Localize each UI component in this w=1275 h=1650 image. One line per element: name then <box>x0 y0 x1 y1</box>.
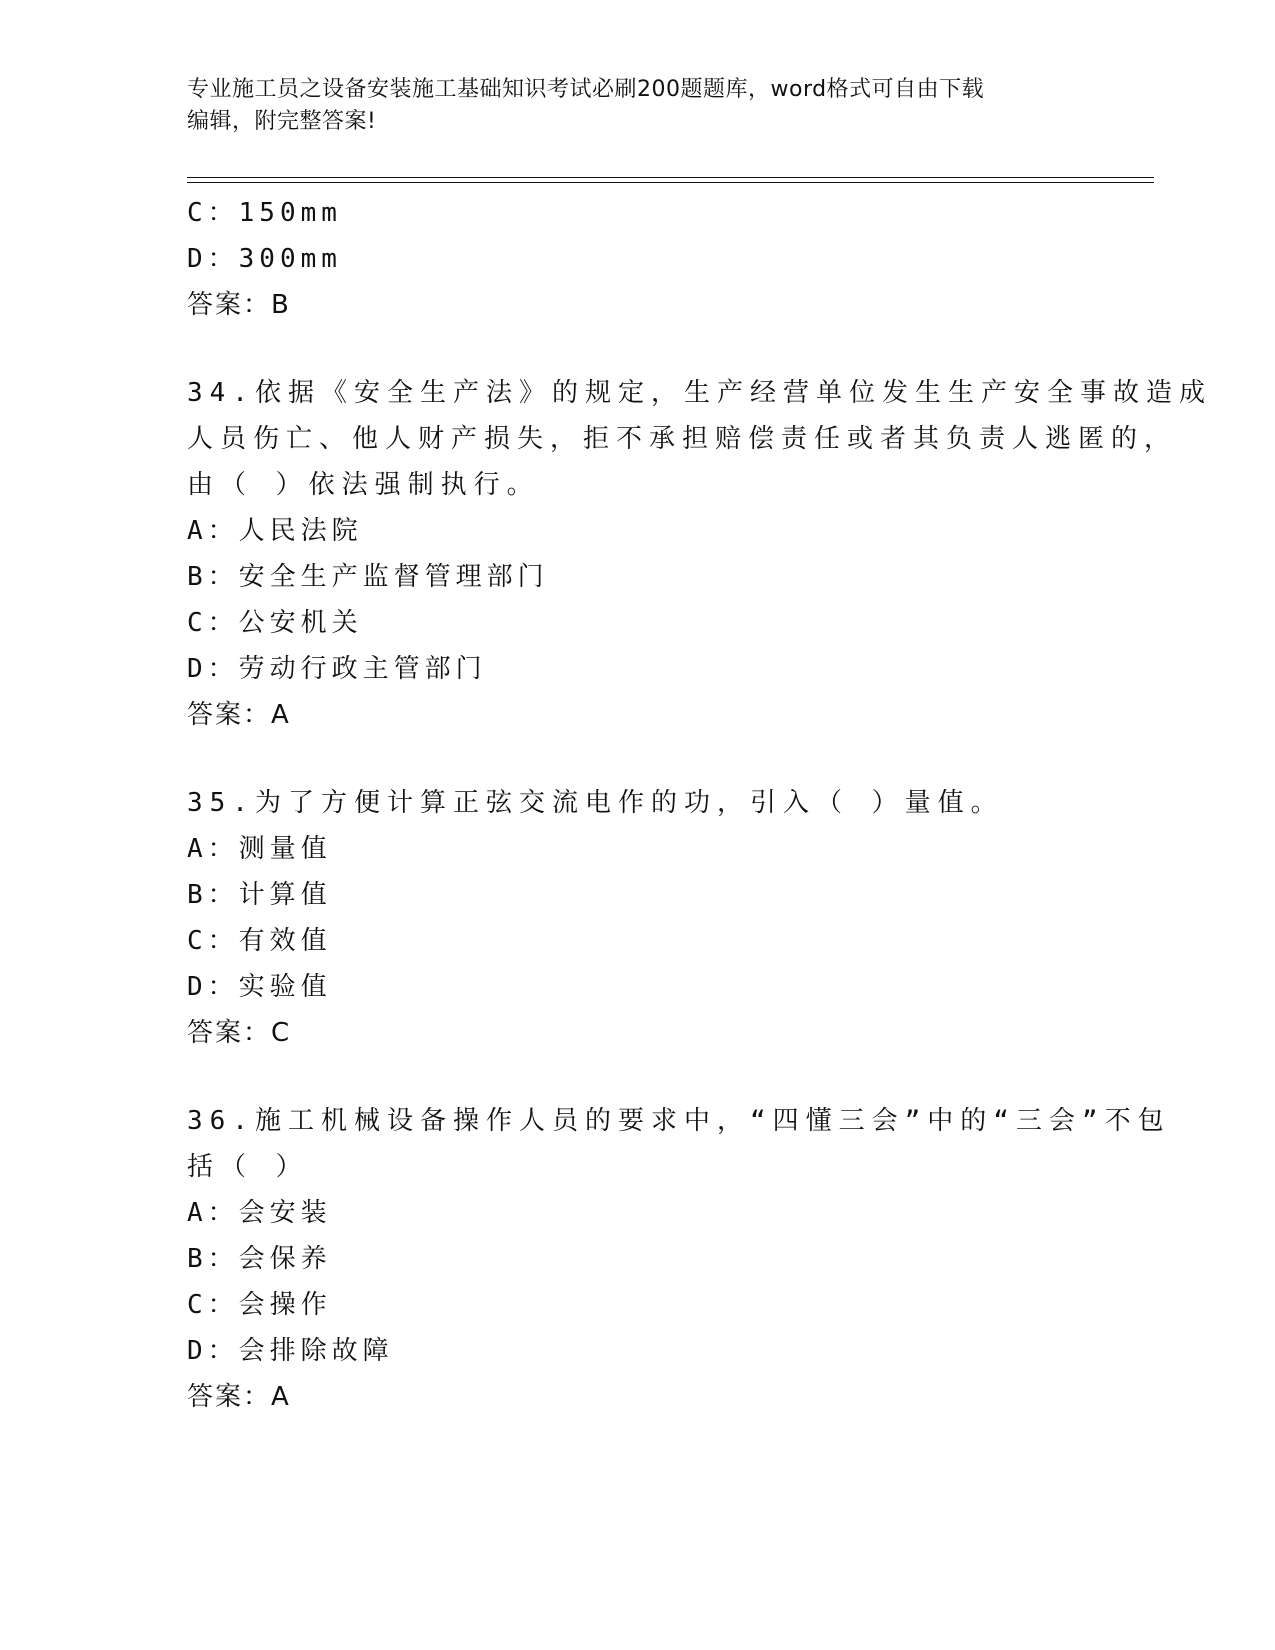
document-header <box>187 74 1087 138</box>
option-c: C：会操作 <box>187 1290 332 1320</box>
header-rule-bottom <box>187 182 1154 183</box>
question-36 <box>187 1098 1171 1420</box>
question-text-line: 括（ ） <box>187 1152 309 1182</box>
option-d: D：实验值 <box>187 972 332 1002</box>
option-c: C：有效值 <box>187 926 332 956</box>
option-d: D：劳动行政主管部门 <box>187 654 487 684</box>
question-34 <box>187 370 1212 738</box>
answer-line: 答案：B <box>187 290 291 320</box>
option-a: A：测量值 <box>187 834 332 864</box>
option-a: A：会安装 <box>187 1198 332 1228</box>
question-text-line: 34.依据《安全生产法》的规定，生产经营单位发生生产安全事故造成 <box>187 378 1212 408</box>
header-line-2: 编辑，附完整答案! <box>187 109 377 134</box>
option-b: B：会保养 <box>187 1244 332 1274</box>
option-b: B：计算值 <box>187 880 332 910</box>
option-d: D：300mm <box>187 244 342 274</box>
option-c: C：150mm <box>187 198 342 228</box>
question-text-line: 36.施工机械设备操作人员的要求中，“四懂三会”中的“三会”不包 <box>187 1106 1171 1136</box>
question-35 <box>187 780 1087 1056</box>
answer-line: 答案：A <box>187 1382 291 1412</box>
document-body <box>187 190 1212 1420</box>
question-text-line: 人员伤亡、他人财产损失，拒不承担赔偿责任或者其负责人逃匿的， <box>187 424 1178 454</box>
header-line-1: 专业施工员之设备安装施工基础知识考试必刷200题题库，word格式可自由下载 <box>187 77 985 102</box>
option-c: C：公安机关 <box>187 608 363 638</box>
answer-line: 答案：A <box>187 700 291 730</box>
question-33-continued <box>187 190 1087 328</box>
option-d: D：会排除故障 <box>187 1336 394 1366</box>
answer-line: 答案：C <box>187 1018 292 1048</box>
question-text-line: 由（ ）依法强制执行。 <box>187 470 540 500</box>
question-text-line: 35.为了方便计算正弦交流电作的功，引入（ ）量值。 <box>187 788 1004 818</box>
option-b: B：安全生产监督管理部门 <box>187 562 549 592</box>
option-a: A：人民法院 <box>187 516 363 546</box>
header-rule-top <box>187 177 1154 178</box>
